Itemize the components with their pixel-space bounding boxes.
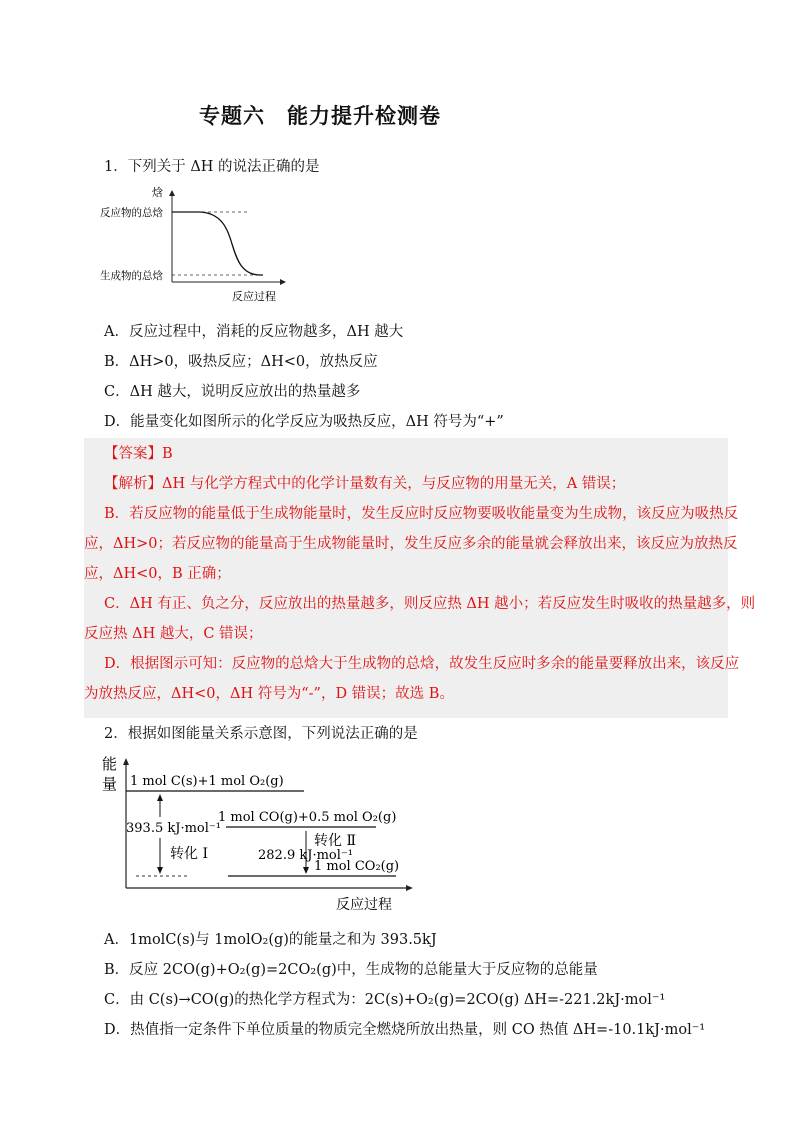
q2-level-top-label: 1 mol C(s)+1 mol O₂(g) [130,774,284,789]
q2-conv-1-label: 转化 Ⅰ [170,846,208,862]
q1-x-arrow [280,279,286,285]
q1-x-label: 反应过程 [232,290,276,303]
q2-energy-2-label: 282.9 kJ·mol⁻¹ [258,848,353,863]
page-title: 专题六 能力提升检测卷 [199,104,441,128]
q2-arrow1-upper-head [157,794,163,801]
q1-analysis-line-3: 应，ΔH>0；若反应物的能量高于生成物能量时，发生反应多余的能量就会释放出来，该反应为放热反 [84,536,738,552]
q2-y-label-2: 量 [102,775,118,793]
q1-y-label: 焓 [152,186,163,199]
q2-arrow2-head [303,867,309,874]
q1-reactant-label: 反应物的总焓 [100,207,163,219]
q2-option-b: B．反应 2CO(g)+O₂(g)=2CO₂(g)中，生成物的总能量大于反应物的总能量 [104,962,598,978]
q1-analysis-line-8: 为放热反应，ΔH<0，ΔH 符号为“-”，D 错误；故选 B。 [84,686,454,702]
q1-option-b: B．ΔH>0，吸热反应；ΔH<0，放热反应 [104,354,378,370]
q1-analysis-line-5: C．ΔH 有正、负之分，反应放出的热量越多，则反应热 ΔH 越小；若反应发生时吸收的热量越多，则 [104,596,756,612]
q2-level-bottom-label: 1 mol CO₂(g) [314,859,400,874]
q1-analysis-line-4: 应，ΔH<0，B 正确； [84,566,231,582]
q1-analysis-line-1: 【解析】ΔH 与化学方程式中的化学计量数有关，与反应物的用量无关，A 错误； [104,476,626,492]
q1-energy-curve [172,212,263,275]
q2-energy-diagram [100,745,420,915]
q1-option-d: D．能量变化如图所示的化学反应为吸热反应，ΔH 符号为“+” [104,414,504,430]
q1-y-arrow [169,190,175,196]
q1-enthalpy-diagram [100,182,290,304]
q1-option-c: C．ΔH 越大，说明反应放出的热量越多 [104,384,361,400]
q2-x-arrow [406,885,413,891]
q1-stem: 1．下列关于 ΔH 的说法正确的是 [104,159,320,175]
q2-conv-2-label: 转化 Ⅱ [314,833,356,849]
q2-level-mid-label: 1 mol CO(g)+0.5 mol O₂(g) [218,810,397,825]
q1-analysis-line-7: D．根据图示可知：反应物的总焓大于生成物的总焓，故发生反应时多余的能量要释放出来，该反应 [104,656,740,672]
q1-analysis-line-2: B．若反应物的能量低于生成物能量时，发生反应时反应物要吸收能量变为生成物，该反应为吸热反 [104,506,739,522]
q2-y-arrow [123,758,129,765]
q2-option-c: C．由 C(s)→CO(g)的热化学方程式为：2C(s)+O₂(g)=2CO(g) ΔH=-221.2kJ·mol⁻¹ [104,992,666,1008]
q2-option-d: D．热值指一定条件下单位质量的物质完全燃烧所放出热量，则 CO 热值 ΔH=-10.1kJ·mol⁻¹ [104,1022,706,1038]
q2-energy-1-label: 393.5 kJ·mol⁻¹ [126,821,221,836]
q2-arrow1-lower-head [157,867,163,874]
q2-x-label: 反应过程 [336,897,392,913]
q1-product-label: 生成物的总焓 [100,270,163,282]
q2-option-a: A．1molC(s)与 1molO₂(g)的能量之和为 393.5kJ [104,932,437,948]
q2-stem: 2．根据如图能量关系示意图，下列说法正确的是 [104,726,418,742]
q2-y-label-1: 能 [102,755,118,773]
q1-option-a: A．反应过程中，消耗的反应物越多，ΔH 越大 [104,324,404,340]
q1-analysis-line-6: 反应热 ΔH 越大，C 错误； [84,626,263,642]
q1-answer: 【答案】B [104,446,173,462]
